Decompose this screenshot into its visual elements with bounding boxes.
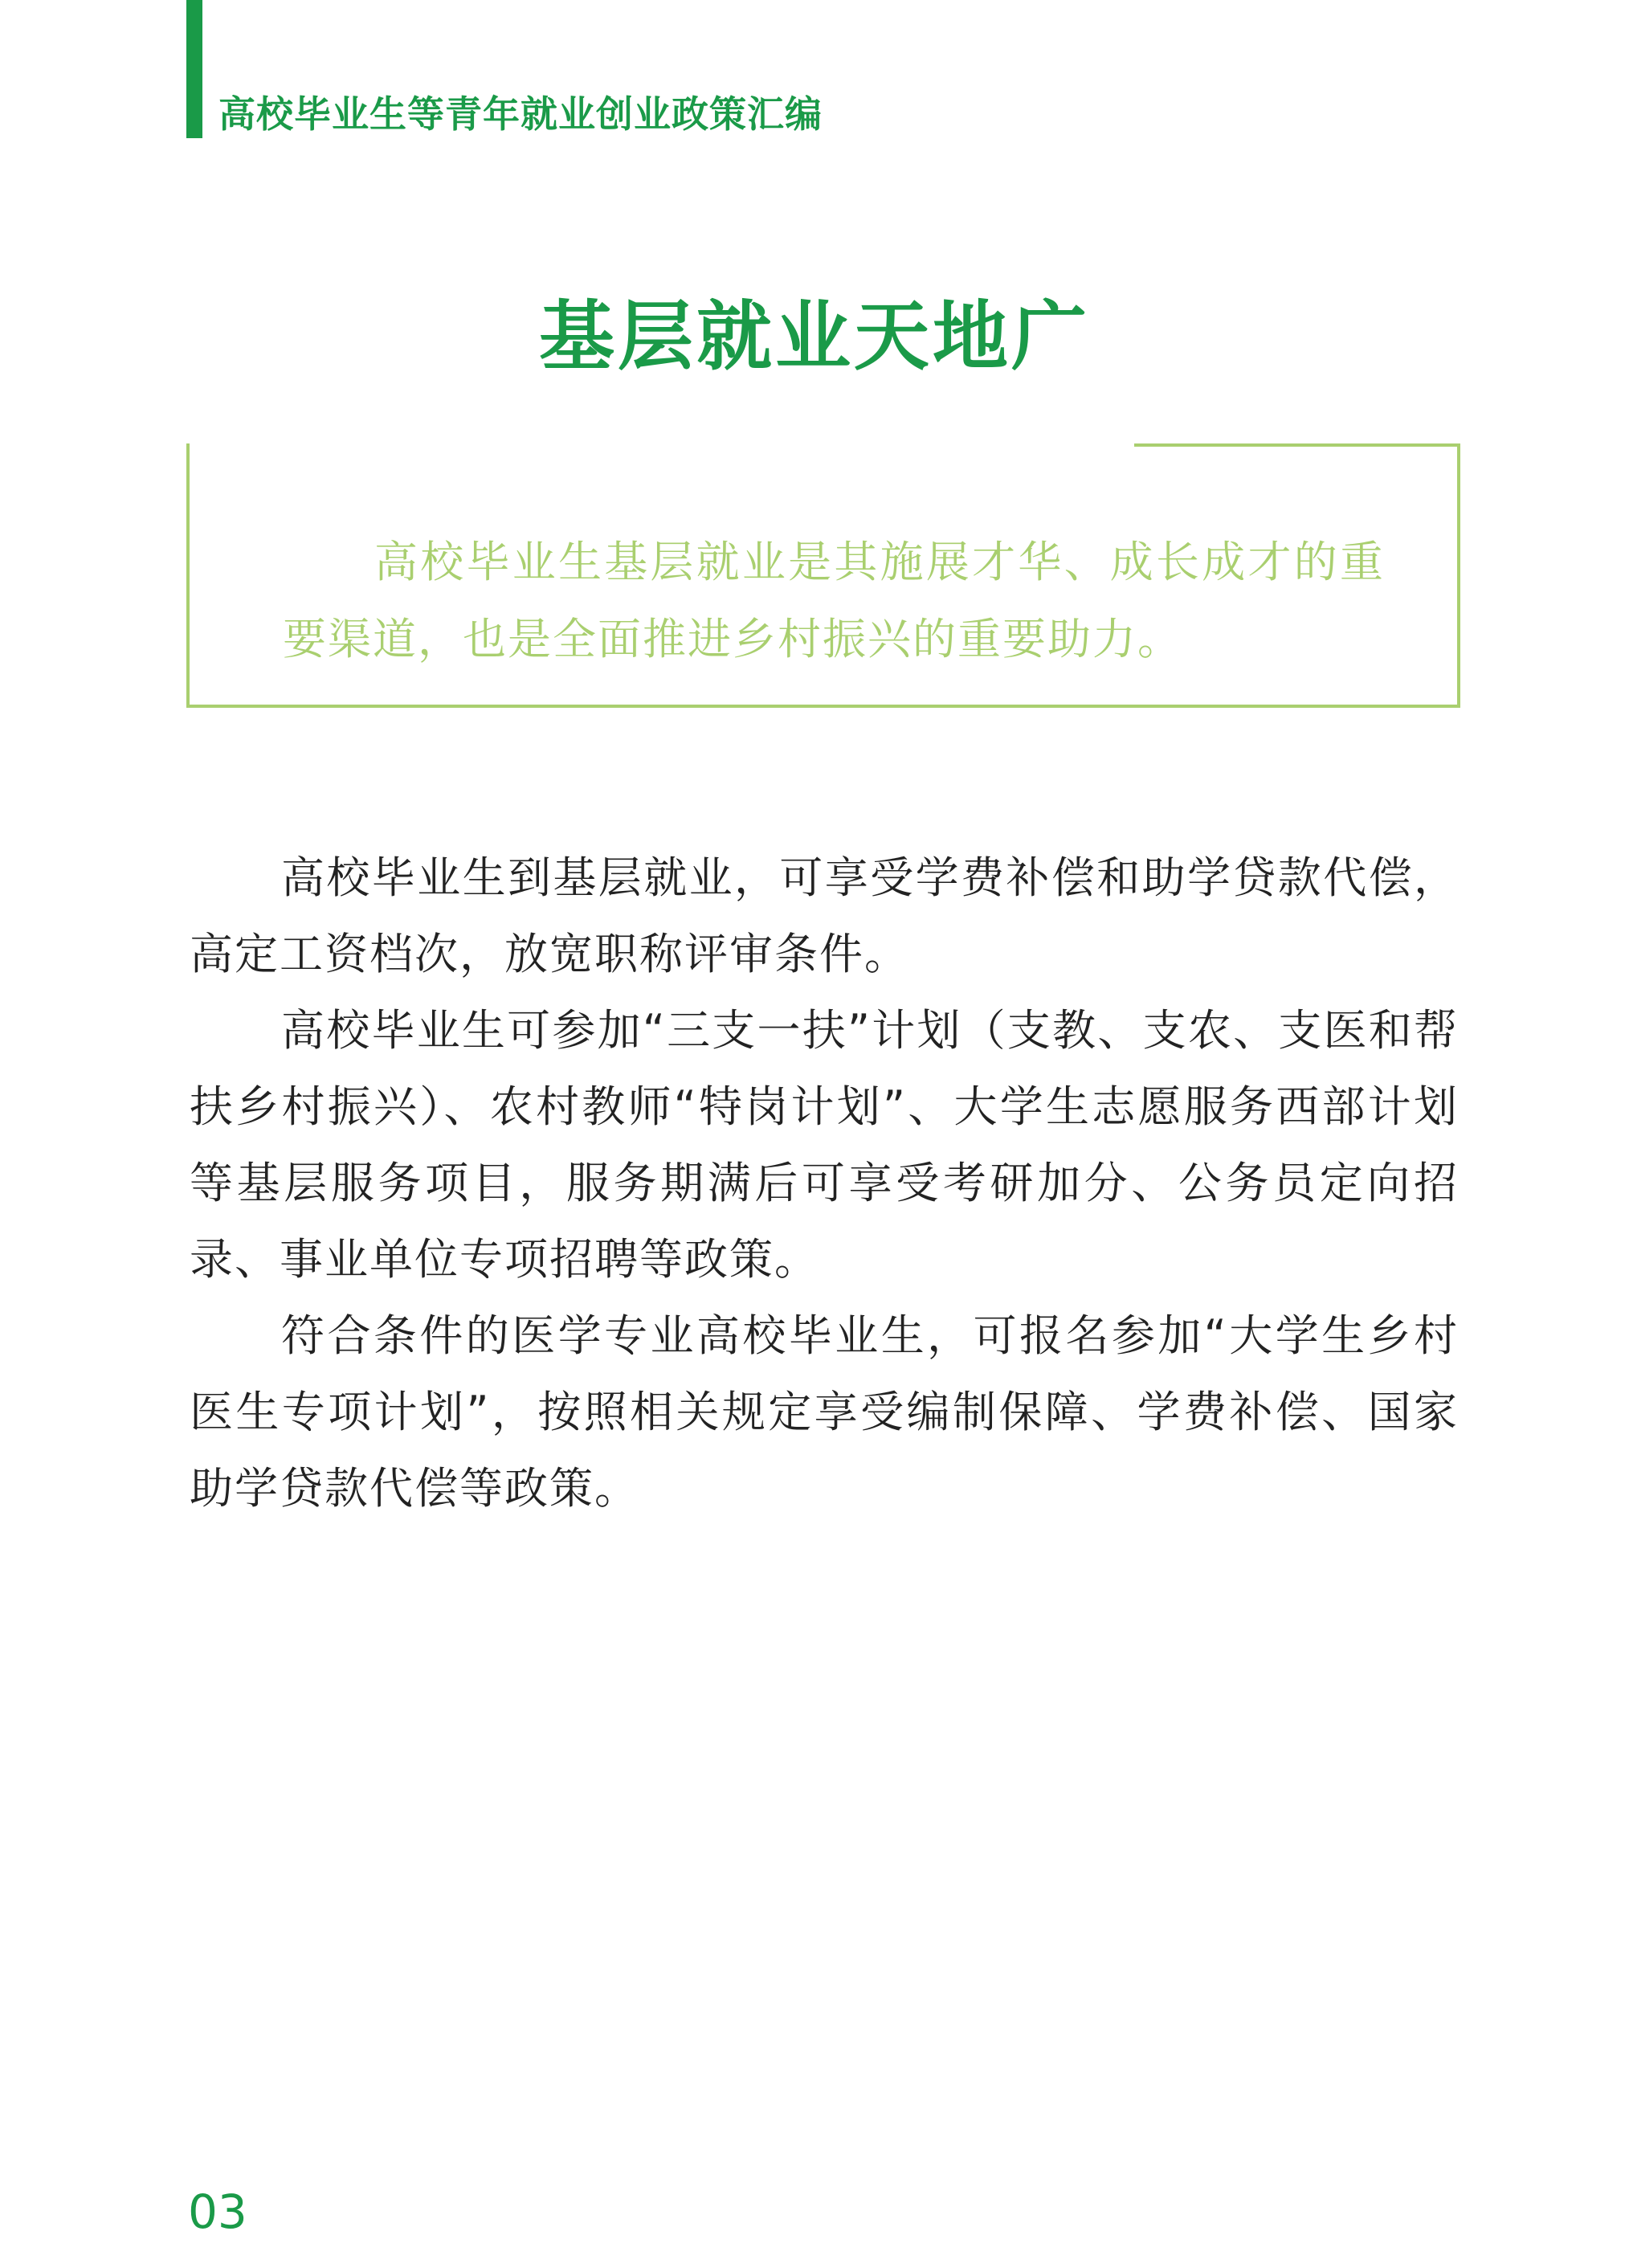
- body-paragraph: 高校毕业生可参加“三支一扶”计划（支教、支农、支医和帮扶乡村振兴）、农村教师“特岗计划”、大学生志愿服务西部计划等基层服务项目，服务期满后可享受考研加分、公务员定向招录、事业单位专项招聘等政策。: [190, 1005, 1459, 1285]
- header-accent-bar: [186, 0, 202, 138]
- intro-frame-corner: [186, 443, 190, 450]
- running-header-title: 高校毕业生等青年就业创业政策汇编: [218, 92, 823, 136]
- intro-text: 高校毕业生基层就业是其施展才华、成长成才的重要渠道，也是全面推进乡村振兴的重要助力。: [283, 537, 1385, 664]
- page-number: 03: [188, 2184, 247, 2239]
- intro-frame-top-segment: [1134, 443, 1460, 447]
- page-title: 基层就业天地广: [538, 293, 1090, 381]
- body-paragraph: 符合条件的医学专业高校毕业生，可报名参加“大学生乡村医生专项计划”，按照相关规定享受编制保障、学费补偿、国家助学贷款代偿等政策。: [190, 1310, 1459, 1514]
- body-paragraph: 高校毕业生到基层就业，可享受学费补偿和助学贷款代偿，高定工资档次，放宽职称评审条件。: [190, 852, 1459, 979]
- body-text: [190, 840, 1459, 1526]
